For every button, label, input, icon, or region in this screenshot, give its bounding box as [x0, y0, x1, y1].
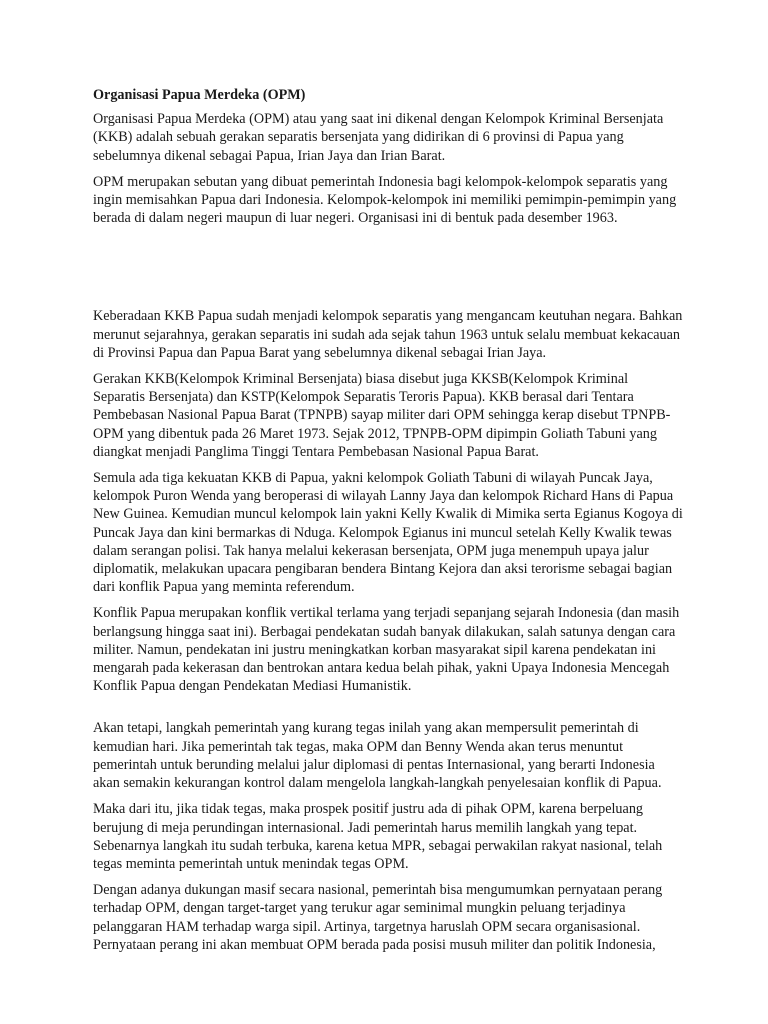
document-body — [93, 86, 683, 962]
paragraph-2: OPM merupakan sebutan yang dibuat pemerintah Indonesia bagi kelompok-kelompok separatis yang ingin memisahkan Papua dari Indonesia. Kelompok-kelompok ini memiliki pemimpin-pemimpin yang berada di dalam negeri maupun di luar negeri. Organisasi ini di bentuk pada desember 1963. — [93, 173, 677, 227]
paragraph-6: Konflik Papua merupakan konflik vertikal terlama yang terjadi sepanjang sejarah Indonesia (dan masih berlangsung hingga saat ini). Berbagai pendekatan sudah banyak dilakukan, salah satunya dengan cara militer. Namun, pendekatan ini justru meningkatkan korban masyarakat sipil karena pendekatan ini mengarah pada kekerasan dan bentrokan antara kedua belah pihak, yakni Upaya Indonesia Mencegah Konflik Papua dengan Pendekatan Mediasi Humanistik. — [93, 605, 680, 695]
paragraph-7: Akan tetapi, langkah pemerintah yang kurang tegas inilah yang akan mempersulit pemerintah di kemudian hari. Jika pemerintah tak tegas, maka OPM dan Benny Wenda akan terus menuntut pemerintah untuk berunding melalui jalur diplomasi di pentas Internasional, yang berarti Indonesia akan semakin kekurangan kontrol dalam mengelola langkah-langkah penyelesaian konflik di Papua. — [93, 720, 662, 792]
paragraph-4: Gerakan KKB(Kelompok Kriminal Bersenjata) biasa disebut juga KKSB(Kelompok Kriminal Separatis Bersenjata) dan KSTP(Kelompok Separatis Teroris Papua). KKB berasal dari Tentara Pembebasan Nasional Papua Barat (TPNPB) sayap militer dari OPM sehingga kerap disebut TPNPB-OPM yang dibentuk pada 26 Maret 1973. Sejak 2012, TPNPB-OPM dipimpin Goliath Tabuni yang diangkat menjadi Panglima Tinggi Tentara Pembebasan Nasional Papua Barat. — [93, 371, 671, 460]
paragraph-8: Maka dari itu, jika tidak tegas, maka prospek positif justru ada di pihak OPM, karena berpeluang berujung di meja perundingan internasional. Jadi pemerintah harus memilih langkah yang tepat. Sebenarnya langkah itu sudah terbuka, karena ketua MPR, sebagai perwakilan rakyat nasional, telah tegas meminta pemerintah untuk menindak tegas OPM. — [93, 801, 663, 872]
paragraph-9: Dengan adanya dukungan masif secara nasional, pemerintah bisa mengumumkan pernyataan perang terhadap OPM, dengan target-target yang terukur agar seminimal mungkin peluang terjadinya pelanggaran HAM terhadap warga sipil. Artinya, targetnya haruslah OPM secara organisasional. Pernyataan perang ini akan membuat OPM berada pada posisi musuh militer dan politik Indonesia, — [93, 882, 663, 953]
blank-space — [93, 703, 683, 719]
document-title: Organisasi Papua Merdeka (OPM) — [93, 87, 306, 103]
blank-space — [93, 235, 683, 307]
paragraph-5: Semula ada tiga kekuatan KKB di Papua, yakni kelompok Goliath Tabuni di wilayah Puncak Jaya, kelompok Puron Wenda yang beroperasi di wilayah Lanny Jaya dan kelompok Richard Hans di Papua New Guinea. Kemudian muncul kelompok lain yakni Kelly Kwalik di Mimika serta Egianus Kogoya di Puncak Jaya dan kini bermarkas di Nduga. Kelompok Egianus ini muncul setelah Kelly Kwalik tewas dalam serangan polisi. Tak hanya melalui kekerasan bersenjata, OPM juga menempuh upaya jalur diplomatik, melakukan upacara pengibaran bendera Bintang Kejora dan aksi terorisme sebagai bagian dari konflik Papua yang meminta referendum. — [93, 470, 683, 596]
paragraph-3: Keberadaan KKB Papua sudah menjadi kelompok separatis yang mengancam keutuhan negara. Bahkan merunut sejarahnya, gerakan separatis ini sudah ada sejak tahun 1963 untuk selalu membuat kekacauan di Provinsi Papua dan Papua Barat yang sebelumnya dikenal sebagai Irian Jaya. — [93, 308, 683, 361]
paragraph-1: Organisasi Papua Merdeka (OPM) atau yang saat ini dikenal dengan Kelompok Kriminal Bersenjata (KKB) adalah sebuah gerakan separatis bersenjata yang didirikan di 6 provinsi di Papua yang sebelumnya dikenal sebagai Papua, Irian Jaya dan Irian Barat. — [93, 111, 664, 164]
